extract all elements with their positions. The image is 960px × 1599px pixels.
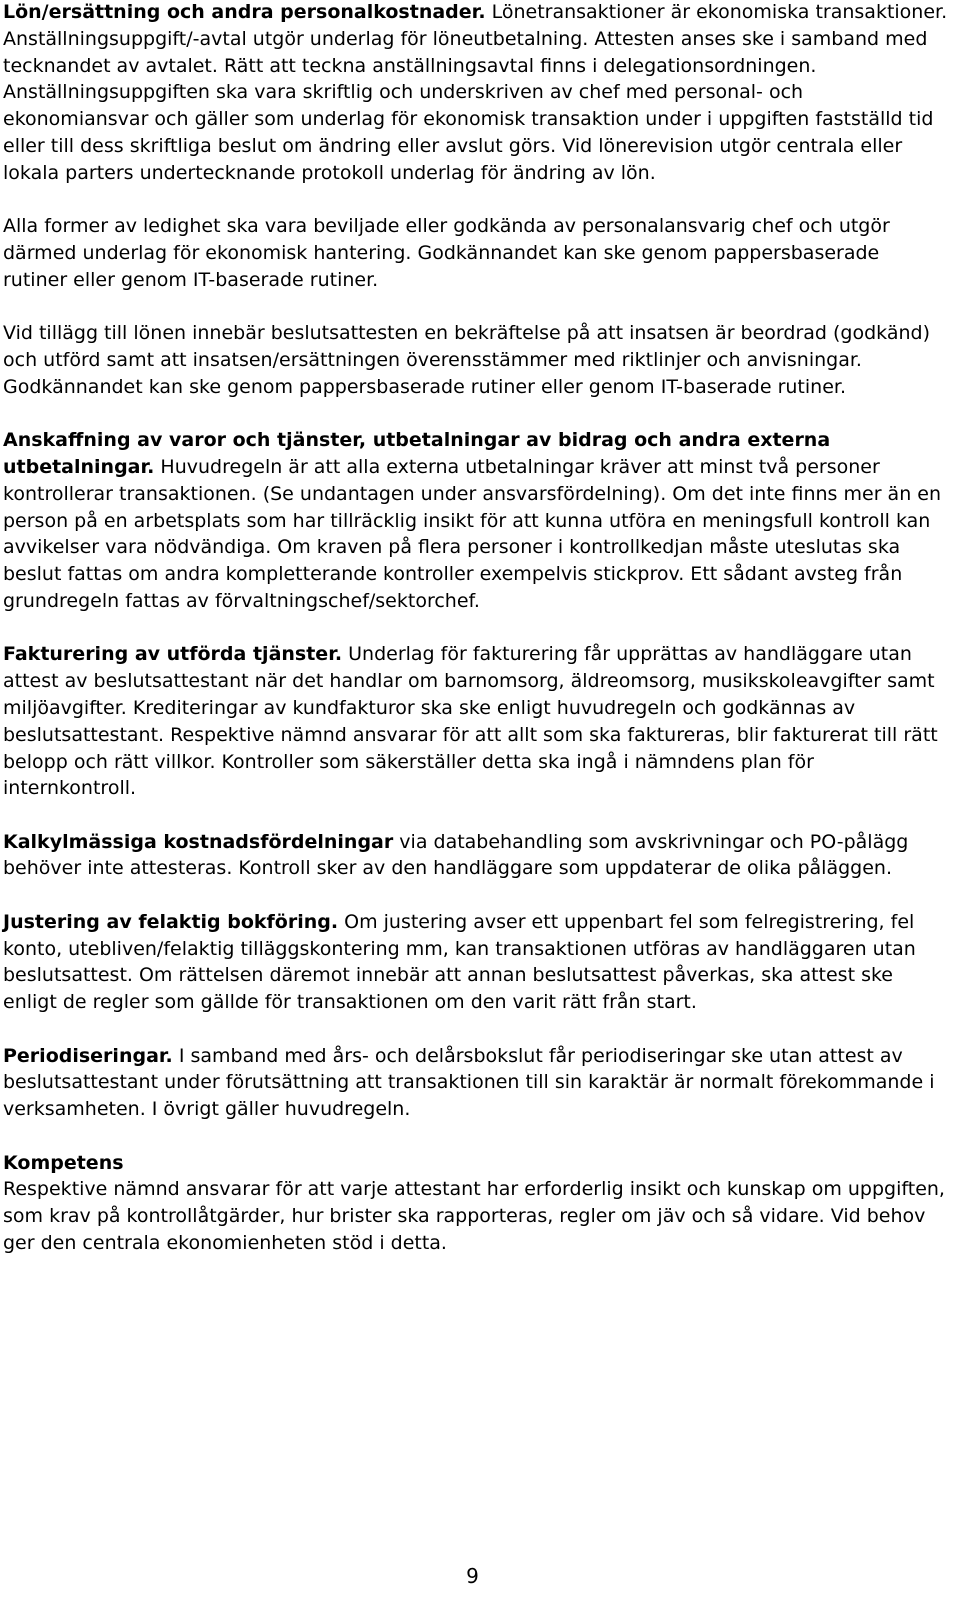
paragraph-periodiseringar — [3, 1043, 948, 1123]
paragraph-heading: Kalkylmässiga kostnadsfördelningar — [3, 830, 394, 853]
paragraph-heading: Fakturering av utförda tjänster. — [3, 643, 343, 666]
document-page — [3, 0, 948, 1283]
section-heading-kompetens: Kompetens — [3, 1151, 124, 1174]
paragraph-text: Huvudregeln är att alla externa utbetalningar kräver att minst två personer kontrollerar transaktionen. (Se undantagen under ansvarsfördelning). Om det inte finns mer än en person på en arbetsplats som har tillräcklig insikt för att kunna utföra en meningsfull kontroll kan avvikelser vara nödvändiga. Om kraven på flera personer i kontrollkedjan måste uteslutas ska beslut fattas om andra kompletterande kontroller exempelvis stickprov. Ett sådant avsteg från grundregeln fattas av förvaltningschef/sektorchef. — [3, 455, 942, 612]
page-number: 9 — [466, 1564, 479, 1588]
paragraph-kalkyl — [3, 829, 948, 883]
paragraph-heading: Anskaffning av varor och tjänster, utbetalningar av bidrag och andra externa utbetalningar. — [3, 429, 831, 478]
paragraph-lon — [3, 0, 948, 187]
paragraph-heading: Periodiseringar. — [3, 1044, 173, 1067]
paragraph-text: Lönetransaktioner är ekonomiska transaktioner. Anställningsuppgift/-avtal utgör underlag för löneutbetalning. Attesten anses ske i samband med tecknandet av avtalet. Rätt att teckna anställningsavtal finns i delegationsordningen. Anställningsuppgiften ska vara skriftlig och underskriven av chef med personal- och ekonomiansvar och gäller som underlag för ekonomisk transaktion under i uppgiften fastställd tid eller till dess skriftliga beslut om ändring eller avslut görs. Vid lönerevision utgör centrala eller lokala parters undertecknande protokoll underlag för ändring av lön. — [3, 1, 948, 184]
paragraph-text: I samband med års- och delårsbokslut får periodiseringar ske utan attest av beslutsattestant under förutsättning att transaktionen till sin karaktär är normalt förekommande i verksamheten. I övrigt gäller huvudregeln. — [3, 1044, 935, 1121]
paragraph-text: Respektive nämnd ansvarar för att varje attestant har erforderlig insikt och kunskap om uppgiften, som krav på kontrollåtgärder, hur brister ska rapporteras, regler om jäv och så vidare. Vid behov ger den centrala ekonomienheten stöd i detta. — [3, 1178, 945, 1255]
paragraph-text: Underlag för fakturering får upprättas av handläggare utan attest av beslutsattestant när det handlar om barnomsorg, äldreomsorg, musikskoleavgifter samt miljöavgifter. Krediteringar av kundfakturor ska ske enligt huvudregeln och godkännas av beslutsattestant. Respektive nämnd ansvarar för att allt som ska faktureras, blir fakturerat till rätt belopp och rätt villkor. Kontroller som säkerställer detta ska ingå i nämndens plan för internkontroll. — [3, 643, 938, 800]
paragraph-text: Vid tillägg till lönen innebär beslutsattesten en bekräftelse på att insatsen är beordrad (godkänd) och utförd samt att insatsen/ersättningen överensstämmer med riktlinjer och anvisningar. Godkännandet kan ske genom pappersbaserade rutiner eller genom IT-baserade rutiner. — [3, 322, 931, 398]
paragraph-justering — [3, 909, 948, 1016]
paragraph-heading: Lön/ersättning och andra personalkostnader. — [3, 1, 486, 23]
paragraph-ledighet — [3, 213, 948, 293]
paragraph-text: Om justering avser ett uppenbart fel som felregistrering, fel konto, utebliven/felaktig tilläggskontering mm, kan transaktionen utföras av handläggaren utan beslutsattest. Om rättelsen däremot innebär att annan beslutsattest påverkas, ska attest ske enligt de regler som gällde för transaktionen om den varit rätt från start. — [3, 910, 916, 1014]
paragraph-text: Alla former av ledighet ska vara beviljade eller godkända av personalansvarig chef och utgör därmed underlag för ekonomisk hantering. Godkännandet kan ske genom pappersbaserade rutiner eller genom IT-baserade rutiner. — [3, 215, 890, 291]
paragraph-heading: Justering av felaktig bokföring. — [3, 910, 339, 933]
paragraph-text: via databehandling som avskrivningar och PO-pålägg behöver inte attesteras. Kontroll sker av den handläggare som uppdaterar de olika påläggen. — [3, 830, 909, 880]
paragraph-anskaffning — [3, 427, 948, 615]
paragraph-fakturering — [3, 641, 948, 802]
paragraph-kompetens — [3, 1150, 948, 1257]
paragraph-tillagg — [3, 320, 948, 400]
